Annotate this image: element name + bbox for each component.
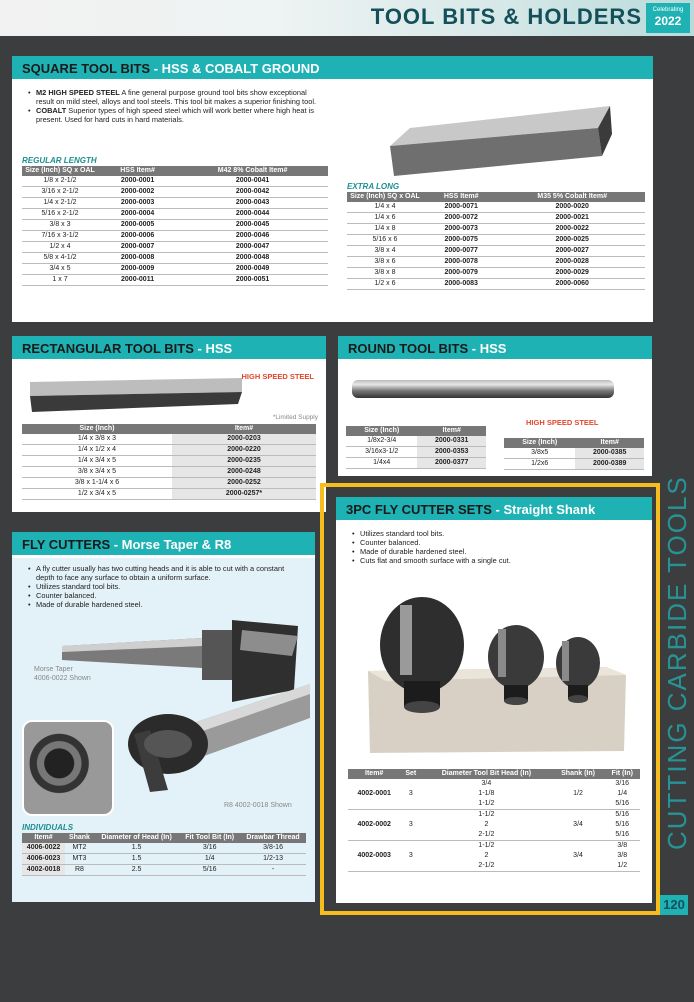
table-cell: 2000-0011 xyxy=(98,275,177,286)
round-title xyxy=(338,336,652,362)
table-cell: 2000-0048 xyxy=(177,253,328,264)
table-row xyxy=(22,445,316,456)
table-cell: 2000-0049 xyxy=(177,264,328,275)
table-cell: 2000-0331 xyxy=(417,436,486,447)
table-cell: 2000-0257* xyxy=(172,489,316,500)
bullet-bold: COBALT xyxy=(36,106,67,115)
table-cell: 4006-0022 xyxy=(22,843,65,854)
table-row xyxy=(22,854,306,865)
table-cell: 2000-0078 xyxy=(423,257,499,268)
table-cell: 3/8 x 3 xyxy=(22,220,98,231)
col-set: Set xyxy=(400,769,421,779)
table-row xyxy=(22,264,328,275)
fly-bullet: • Utilizes standard tool bits. xyxy=(28,582,303,591)
table-cell: 2000-0002 xyxy=(98,187,177,198)
table-cell: 3/8 x 6 xyxy=(347,257,423,268)
table-cell: MT3 xyxy=(65,854,94,865)
round-title-sub: - HSS xyxy=(468,341,507,356)
fit-value: 5/16 xyxy=(615,811,630,818)
table-row xyxy=(347,279,645,290)
square-bar-svg xyxy=(380,98,620,178)
diameter-value: 2 xyxy=(484,821,489,828)
table-row xyxy=(22,242,328,253)
table-cell: 2000-0047 xyxy=(177,242,328,253)
set3-title-sub: - Straight Shank xyxy=(491,502,596,517)
table-row xyxy=(504,448,644,459)
table-cell: 1/4 x 3/4 x 5 xyxy=(22,456,172,467)
col-diameter: Diameter Tool Bit Head (In) xyxy=(421,769,551,779)
fly-detail-photo xyxy=(22,720,114,816)
table-row xyxy=(347,246,645,257)
table-cell: 1/2-13 xyxy=(240,854,306,865)
set3-bullet: • Cuts flat and smooth surface with a single cut. xyxy=(352,556,640,565)
table-cell: 2000-0021 xyxy=(499,213,645,224)
fly-bullet: • Counter balanced. xyxy=(28,591,303,600)
col-fit: Fit Tool Bit (In) xyxy=(179,833,240,843)
table-row xyxy=(347,224,645,235)
table-cell: R8 xyxy=(65,865,94,876)
col-fit: Fit (In) xyxy=(604,769,640,779)
rect-bar-image xyxy=(26,374,246,416)
diameter-value: 2-1/2 xyxy=(478,831,495,838)
table-cell: 2000-0046 xyxy=(177,231,328,242)
table-row xyxy=(347,213,645,224)
fly-bullet: • Made of durable hardened steel. xyxy=(28,600,303,609)
table-cell: 2000-0353 xyxy=(417,447,486,458)
table-cell: 4002-0002 xyxy=(348,810,400,841)
table-cell: 1 x 7 xyxy=(22,275,98,286)
table-cell: 3 xyxy=(400,841,421,872)
table-cell: 1/2 x 3/4 x 5 xyxy=(22,489,172,500)
table-cell: 2000-0220 xyxy=(172,445,316,456)
diameter-value: 2 xyxy=(484,852,489,859)
table-row xyxy=(22,209,328,220)
table-cell: 1/2x6 xyxy=(504,459,575,470)
table-cell: 2000-0028 xyxy=(499,257,645,268)
table-row xyxy=(347,268,645,279)
table-row xyxy=(22,865,306,876)
table-cell: MT2 xyxy=(65,843,94,854)
fly-cutters-panel xyxy=(12,532,315,902)
table-row xyxy=(22,198,328,209)
col-item: Item# xyxy=(348,769,400,779)
table-cell: 2000-0072 xyxy=(423,213,499,224)
table-cell: 2000-0007 xyxy=(98,242,177,253)
table-cell: 2000-0041 xyxy=(177,176,328,187)
table-cell: 5/16 x 2-1/2 xyxy=(22,209,98,220)
table-cell: 2000-0389 xyxy=(575,459,644,470)
table-cell: 1/4 x 1/2 x 4 xyxy=(22,445,172,456)
bullet-text: A fine general purpose ground tool bits show exceptional result on mild steel, alloys and tool steels. This tool bit makes a superior finishing tool. xyxy=(36,88,317,106)
round-title-main: ROUND TOOL BITS xyxy=(348,341,469,356)
table-cell: 1/4 x 8 xyxy=(347,224,423,235)
table-cell: 2000-0248 xyxy=(172,467,316,478)
table-cell: 2000-0043 xyxy=(177,198,328,209)
fly-table xyxy=(22,833,306,876)
table-cell: 2000-0006 xyxy=(98,231,177,242)
fit-value: 5/16 xyxy=(615,821,630,828)
table-cell: - xyxy=(240,865,306,876)
rect-title xyxy=(12,336,326,362)
table-cell: 5/8 x 4-1/2 xyxy=(22,253,98,264)
col-size: Size (Inch) xyxy=(346,426,417,436)
square-bullet-1 xyxy=(28,88,320,106)
table-cell: 1.5 xyxy=(94,854,180,865)
table-cell: 5/16 x 6 xyxy=(347,235,423,246)
fit-value: 1/2 xyxy=(617,862,628,869)
table-cell: 2000-0029 xyxy=(499,268,645,279)
col-item: Item# xyxy=(172,424,316,434)
table-cell: 2.5 xyxy=(94,865,180,876)
table-row xyxy=(347,235,645,246)
morse-caption-2: 4006-0022 Shown xyxy=(34,675,91,682)
col-item: Item# xyxy=(417,426,486,436)
table-cell: 3/16x3-1/2 xyxy=(346,447,417,458)
table-cell: 2000-0025 xyxy=(499,235,645,246)
round-tool-bits-panel xyxy=(338,336,652,476)
table-cell: 1/4 x 6 xyxy=(347,213,423,224)
highlight-frame xyxy=(320,483,660,915)
table-cell: 2000-0235 xyxy=(172,456,316,467)
r8-caption: R8 4002-0018 Shown xyxy=(224,802,292,809)
square-bar-image xyxy=(380,98,620,178)
table-cell: 1/2 x 6 xyxy=(347,279,423,290)
table-row xyxy=(22,478,316,489)
table-cell: 1/4 x 3/8 x 3 xyxy=(22,434,172,445)
page-title: TOOL BITS & HOLDERS xyxy=(370,4,642,29)
table-cell: 3/8 x 1-1/4 x 6 xyxy=(22,478,172,489)
table-row xyxy=(346,458,486,469)
fit-value: 3/8 xyxy=(617,842,628,849)
table-cell: 2000-0001 xyxy=(98,176,177,187)
rect-hss-label: HIGH SPEED STEEL xyxy=(241,372,314,381)
table-cell: 2000-0003 xyxy=(98,198,177,209)
table-cell: 5/16 xyxy=(179,865,240,876)
rect-title-sub: - HSS xyxy=(193,341,233,356)
table-cell: 1/4 x 2-1/2 xyxy=(22,198,98,209)
col-diameter: Diameter of Head (In) xyxy=(94,833,180,843)
table-cell: 1/4 x 4 xyxy=(347,202,423,213)
table-cell: 2000-0008 xyxy=(98,253,177,264)
fly-bullet: • A fly cutter usually has two cutting heads and it is able to cut with a constant depth to face any surface to obtain a uniform surface. xyxy=(28,564,303,582)
table-cell: 3/8-16 xyxy=(240,843,306,854)
table-cell: 1.5 xyxy=(94,843,180,854)
table-cell: 3/8 x 3/4 x 5 xyxy=(22,467,172,478)
rect-table xyxy=(22,424,316,500)
table-cell: 7/16 x 3-1/2 xyxy=(22,231,98,242)
table-cell: 2000-0077 xyxy=(423,246,499,257)
square-bullet-2 xyxy=(28,106,320,124)
col-hss: HSS Item# xyxy=(98,166,177,176)
table-cell: 4002-0001 xyxy=(348,779,400,810)
table-row xyxy=(22,275,328,286)
table-cell: 2000-0073 xyxy=(423,224,499,235)
fit-value: 3/16 xyxy=(615,780,630,787)
table-row xyxy=(504,459,644,470)
badge-top-text: Celebrating xyxy=(652,7,684,13)
table-cell: 2000-0005 xyxy=(98,220,177,231)
col-size: Size (Inch) SQ x OAL xyxy=(347,192,423,202)
table-cell: 2000-0083 xyxy=(423,279,499,290)
anniversary-badge xyxy=(646,3,690,33)
bullet-text: Superior types of high speed steel which will work better where high heat is present. Used for hard cuts in hard materials. xyxy=(36,106,314,124)
diameter-value: 1-1/2 xyxy=(478,811,495,818)
limited-supply-note: *Limited Supply xyxy=(272,414,318,421)
table-cell: 3/4 xyxy=(552,810,605,841)
r8-image xyxy=(120,684,310,794)
table-cell: 3/8x5 xyxy=(504,448,575,459)
bullet-bold: M2 HIGH SPEED STEEL xyxy=(36,88,120,97)
table-cell: 3/16 x 2-1/2 xyxy=(22,187,98,198)
table-cell: 1/4x4 xyxy=(346,458,417,469)
col-shank: Shank (In) xyxy=(552,769,605,779)
col-hss: HSS Item# xyxy=(423,192,499,202)
table-cell: 2000-0385 xyxy=(575,448,644,459)
table-cell: 2000-0022 xyxy=(499,224,645,235)
table-cell: 4002-0003 xyxy=(348,841,400,872)
table-cell: 2000-0009 xyxy=(98,264,177,275)
diameter-value: 1-1/8 xyxy=(478,790,495,797)
table-row xyxy=(22,843,306,854)
table-cell: 3/8 x 4 xyxy=(347,246,423,257)
fit-value: 5/16 xyxy=(615,800,630,807)
badge-year: 2022 xyxy=(654,14,682,28)
diameter-value: 3/4 xyxy=(481,780,492,787)
extra-long-label: EXTRA LONG xyxy=(347,182,400,191)
table-cell: 2000-0044 xyxy=(177,209,328,220)
round-hss-label: HIGH SPEED STEEL xyxy=(526,418,599,427)
fly-title-main: FLY CUTTERS xyxy=(22,537,111,552)
table-row xyxy=(22,253,328,264)
table-cell: 1/2 xyxy=(552,779,605,810)
fly-bullets xyxy=(12,558,315,609)
table-row xyxy=(22,489,316,500)
table-cell: 3/16 xyxy=(179,843,240,854)
table-cell: 2000-0020 xyxy=(499,202,645,213)
extra-long-table xyxy=(347,192,645,290)
table-cell: 2000-0060 xyxy=(499,279,645,290)
set3-bullet: • Counter balanced. xyxy=(352,538,640,547)
side-category-text: CUTTING CARBIDE TOOLS xyxy=(662,475,692,850)
rectangular-tool-bits-panel xyxy=(12,336,326,512)
col-drawbar: Drawbar Thread xyxy=(240,833,306,843)
fly-title-sub: - Morse Taper & R8 xyxy=(110,537,232,552)
regular-length-table xyxy=(22,166,328,286)
table-cell: 2000-0051 xyxy=(177,275,328,286)
diameter-value: 2-1/2 xyxy=(478,862,495,869)
square-tool-bits-panel xyxy=(12,56,653,322)
fit-value: 5/16 xyxy=(615,831,630,838)
col-cobalt: M35 5% Cobalt Item# xyxy=(499,192,645,202)
r8-svg xyxy=(120,684,310,794)
table-cell: 2000-0027 xyxy=(499,246,645,257)
table-row xyxy=(346,447,486,458)
set3-bullet: • Made of durable hardened steel. xyxy=(352,547,640,556)
individuals-label: INDIVIDUALS xyxy=(22,823,74,832)
page-number: 120 xyxy=(660,895,688,915)
table-row xyxy=(347,257,645,268)
table-row xyxy=(22,187,328,198)
diameter-value: 1-1/2 xyxy=(478,842,495,849)
table-cell: 1/8x2-3/4 xyxy=(346,436,417,447)
diameter-value: 1-1/2 xyxy=(478,800,495,807)
table-cell: 2000-0252 xyxy=(172,478,316,489)
table-cell: 2000-0071 xyxy=(423,202,499,213)
set3-title-main: 3PC FLY CUTTER SETS xyxy=(346,502,492,517)
table-cell: 4006-0023 xyxy=(22,854,65,865)
table-cell: 2000-0377 xyxy=(417,458,486,469)
table-cell: 1/4 xyxy=(179,854,240,865)
table-row xyxy=(22,176,328,187)
round-table-right xyxy=(504,438,644,470)
table-row xyxy=(347,202,645,213)
col-size: Size (Inch) SQ x OAL xyxy=(22,166,98,176)
table-row xyxy=(22,467,316,478)
table-cell: 1/8 x 2-1/2 xyxy=(22,176,98,187)
square-title-main: SQUARE TOOL BITS xyxy=(22,61,151,76)
page-header xyxy=(0,0,694,36)
table-cell: 4002-0018 xyxy=(22,865,65,876)
fit-value: 1/4 xyxy=(617,790,628,797)
fit-value: 3/8 xyxy=(617,852,628,859)
table-cell: 2000-0004 xyxy=(98,209,177,220)
col-cobalt: M42 8% Cobalt Item# xyxy=(177,166,328,176)
regular-length-label: REGULAR LENGTH xyxy=(22,156,97,165)
table-cell: 2000-0042 xyxy=(177,187,328,198)
table-cell: 3 xyxy=(400,779,421,810)
table-cell: 2000-0045 xyxy=(177,220,328,231)
col-item: Item# xyxy=(575,438,644,448)
table-row xyxy=(346,436,486,447)
rect-title-main: RECTANGULAR TOOL BITS xyxy=(22,341,194,356)
table-cell: 3/4 x 5 xyxy=(22,264,98,275)
table-row xyxy=(22,456,316,467)
table-cell: 1/2 x 4 xyxy=(22,242,98,253)
set3-bullet: • Utilizes standard tool bits. xyxy=(352,529,640,538)
rect-bar-svg xyxy=(26,374,246,416)
square-bullets xyxy=(12,82,332,124)
square-title xyxy=(12,56,653,82)
table-cell: 2000-0079 xyxy=(423,268,499,279)
col-size: Size (Inch) xyxy=(504,438,575,448)
round-table-left xyxy=(346,426,486,469)
table-row xyxy=(22,434,316,445)
col-shank: Shank xyxy=(65,833,94,843)
round-bar-image xyxy=(352,380,614,398)
table-row xyxy=(22,231,328,242)
morse-caption-1: Morse Taper xyxy=(34,666,73,673)
col-size: Size (Inch) xyxy=(22,424,172,434)
table-row xyxy=(22,220,328,231)
table-cell: 3/8 x 8 xyxy=(347,268,423,279)
table-cell: 2000-0075 xyxy=(423,235,499,246)
col-item: Item# xyxy=(22,833,65,843)
table-cell: 2000-0203 xyxy=(172,434,316,445)
table-cell: 3 xyxy=(400,810,421,841)
square-title-sub: - HSS & COBALT GROUND xyxy=(150,61,320,76)
table-cell: 3/4 xyxy=(552,841,605,872)
fly-title xyxy=(12,532,315,558)
